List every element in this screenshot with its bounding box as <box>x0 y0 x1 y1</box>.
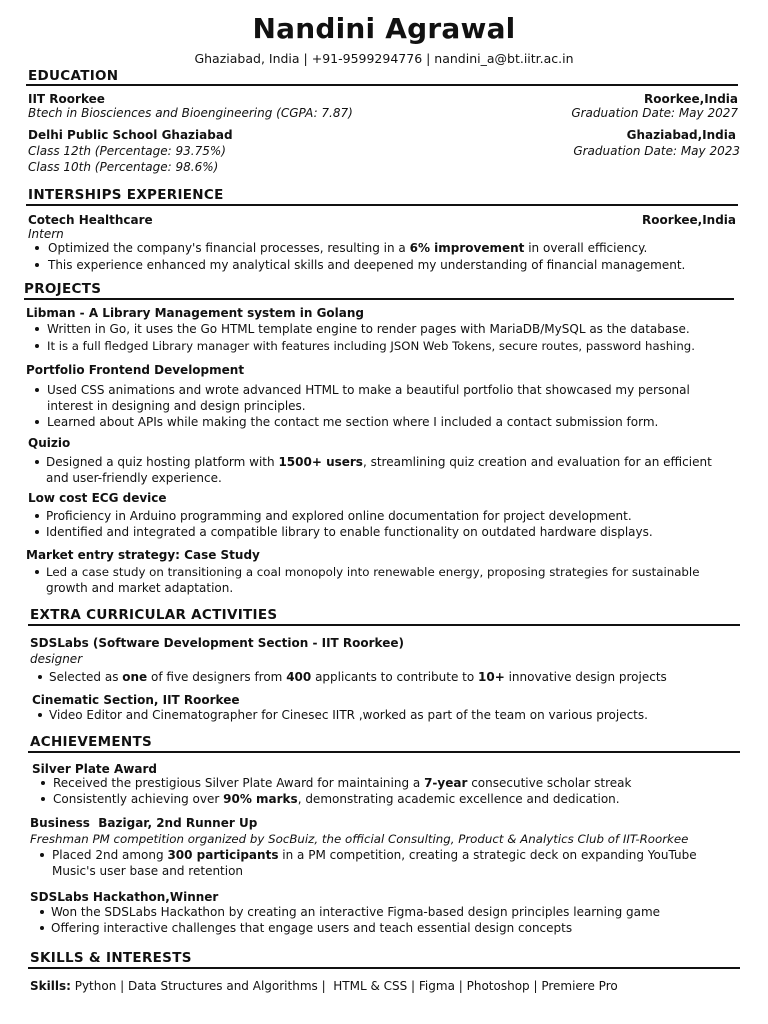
achievement-subtitle: Freshman PM competition organized by SocBuiz, the official Consulting, Product & Analytics Club of IIT-Roorkee <box>30 832 689 846</box>
bullet-icon <box>35 530 39 534</box>
list-item-continuation: interest in designing and design principles. <box>47 399 306 413</box>
project-title: Portfolio Frontend Development <box>26 363 245 377</box>
achievement-title: Silver Plate Award <box>32 762 157 776</box>
bullet-icon <box>35 327 39 331</box>
section-title-skills: SKILLS & INTERESTS <box>30 950 192 966</box>
intern-company: Cotech Healthcare <box>28 213 153 227</box>
list-item-continuation: and user-friendly experience. <box>46 471 222 485</box>
section-divider <box>28 967 740 969</box>
list-item-continuation: Music's user base and retention <box>52 864 244 878</box>
bullet-icon <box>35 420 39 424</box>
skills-value: Python | Data Structures and Algorithms | HTML & CSS | Figma | Photoshop | Premiere Pro <box>70 979 618 993</box>
project-title: Low cost ECG device <box>28 491 167 505</box>
project-title: Quizio <box>28 436 71 450</box>
bullet-icon <box>41 781 45 785</box>
bullet-icon <box>35 344 39 348</box>
resume-name: Nandini Agrawal <box>252 12 516 45</box>
achievement-title: SDSLabs Hackathon,Winner <box>30 890 219 904</box>
edu-detail-2a: Class 12th (Percentage: 93.75%) <box>28 144 226 158</box>
intern-location: Roorkee,India <box>642 213 736 227</box>
activity-title: Cinematic Section, IIT Roorkee <box>32 693 240 707</box>
section-divider <box>26 204 738 206</box>
section-title-internships: INTERSHIPS EXPERIENCE <box>28 187 224 203</box>
contact-line: Ghaziabad, India | +91-9599294776 | nandini_a@bt.iitr.ac.in <box>194 51 574 66</box>
project-title: Market entry strategy: Case Study <box>26 548 260 562</box>
activity-title: SDSLabs (Software Development Section - IIT Roorkee) <box>30 636 404 650</box>
activity-role: designer <box>30 652 83 666</box>
section-divider <box>24 298 734 300</box>
bullet-icon <box>35 388 39 392</box>
edu-detail-1: Btech in Biosciences and Bioengineering (CGPA: 7.87) <box>28 106 353 120</box>
section-divider <box>28 624 740 626</box>
bullet-icon <box>40 910 44 914</box>
achievement-title: Business Bazigar, 2nd Runner Up <box>30 816 258 830</box>
section-divider <box>28 751 740 753</box>
bullet-icon <box>38 675 42 679</box>
bullet-icon <box>35 246 39 250</box>
bullet-icon <box>38 713 42 717</box>
section-title-extracurricular: EXTRA CURRICULAR ACTIVITIES <box>30 607 278 623</box>
edu-location-1: Roorkee,India <box>644 92 738 106</box>
edu-date-1: Graduation Date: May 2027 <box>571 106 738 120</box>
edu-date-2: Graduation Date: May 2023 <box>573 144 740 158</box>
edu-detail-2b: Class 10th (Percentage: 98.6%) <box>28 160 219 174</box>
section-title-achievements: ACHIEVEMENTS <box>30 734 153 750</box>
project-title: Libman - A Library Management system in Golang <box>26 306 365 320</box>
bullet-icon <box>35 263 39 267</box>
bullet-icon <box>35 460 39 464</box>
section-title-education: EDUCATION <box>28 68 119 84</box>
list-item-continuation: growth and market adaptation. <box>46 581 234 595</box>
edu-location-2: Ghaziabad,India <box>626 128 736 142</box>
bullet-icon <box>35 570 39 574</box>
skills-label: Skills: <box>30 979 71 993</box>
edu-school-2: Delhi Public School Ghaziabad <box>28 128 233 142</box>
section-title-projects: PROJECTS <box>24 281 102 297</box>
bullet-icon <box>40 853 44 857</box>
intern-role: Intern <box>28 227 64 241</box>
bullet-icon <box>35 514 39 518</box>
bullet-icon <box>40 926 44 930</box>
section-divider <box>26 84 738 86</box>
skills-line <box>30 978 618 994</box>
edu-school-1: IIT Roorkee <box>28 92 105 106</box>
bullet-icon <box>41 797 45 801</box>
